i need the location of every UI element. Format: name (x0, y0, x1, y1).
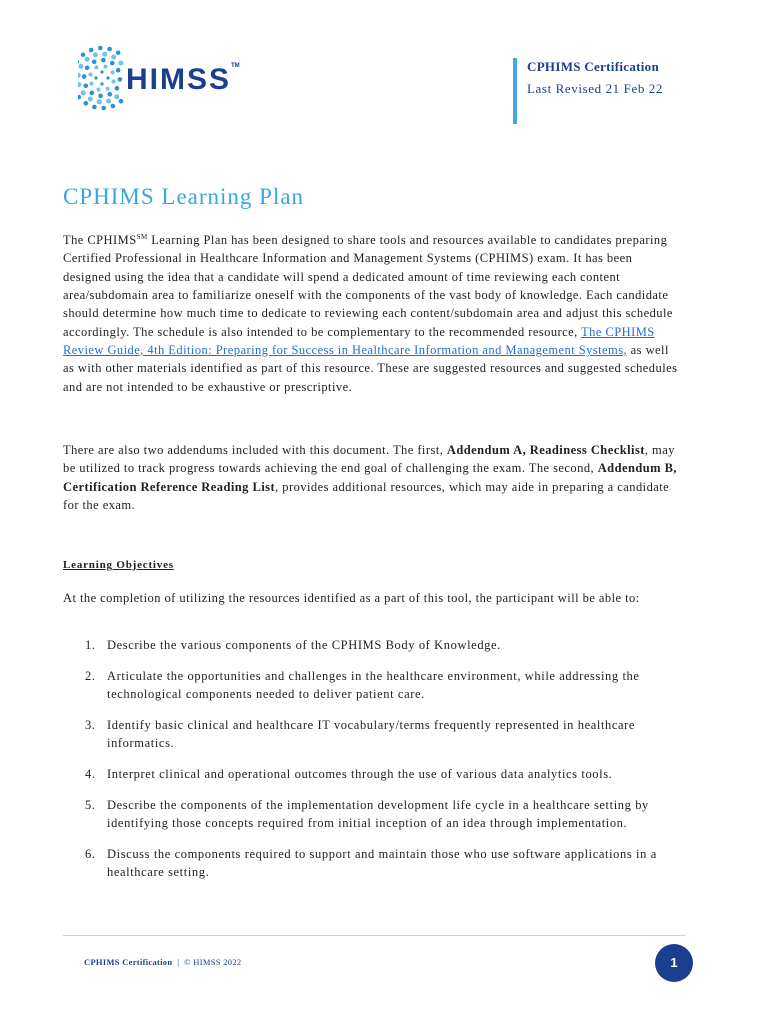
logo-dot (78, 82, 81, 87)
logo-dot (89, 82, 93, 86)
page-number-badge: 1 (655, 944, 693, 982)
logo-dot (89, 73, 93, 77)
logo-dot (104, 65, 108, 69)
review-guide-link[interactable]: The CPHIMS Review Guide, 4th Edition: Preparing for Success in Healthcare Information and Management Systems, (63, 324, 655, 357)
logo-dot (92, 105, 97, 110)
logo-dot (97, 99, 102, 104)
intro-paragraph: The CPHIMS℠ Learning Plan has been designed to share tools and resources available to candidates preparing Certified Professional in Healthcare Information and Management Systems (CPHIMS) exam. It has been designed using the idea that a candidate will spend a dedicated amount of time reviewing each content area/subdomain area to familiarize oneself with the components of the vast body of knowledge. Each candidate should determine how much time to dedicate to reviewing each content/subdomain area and adjust this schedule accordingly. The schedule is also intended to be complementary to the recommended resource, The CPHIMS Review Guide, 4th Edition: Preparing for Success in Healthcare Information and Management Systems, as well as with other materials identified as part of this resource. These are suggested resources and suggested schedules and are not intended to be exhaustive or prescriptive. (63, 233, 678, 394)
logo-dot (101, 106, 106, 111)
logo-dot (85, 66, 90, 71)
logo-dot (106, 76, 109, 79)
page-title: CPHIMS Learning Plan (63, 184, 305, 209)
objectives-list (85, 636, 685, 894)
logo-dot (107, 47, 112, 52)
learning-objectives-heading: Learning Objectives (63, 559, 174, 571)
logo-dot (114, 94, 119, 99)
logo-dot (98, 94, 103, 99)
logo-dot (84, 84, 89, 89)
document-header-meta (513, 58, 663, 124)
logo-dot (81, 90, 86, 95)
logo-dot (115, 86, 120, 91)
logo-dot (110, 61, 115, 66)
logo-dot (98, 46, 103, 51)
logo-dot (112, 80, 116, 84)
logo-dot (92, 60, 97, 65)
logo-dot (108, 92, 113, 97)
logo-dot (111, 55, 116, 60)
logo-dot (85, 57, 90, 62)
logo-dot (82, 74, 87, 79)
list-item: 2. Articulate the opportunities and challenges in the healthcare environment, while addressing the technological components needed to deliver patient care. (85, 669, 640, 701)
logo-dot (84, 101, 89, 106)
objectives-intro: At the completion of utilizing the resources identified as a part of this tool, the participant will be able to: (63, 591, 640, 605)
header-revised-date: Last Revised 21 Feb 22 (527, 81, 663, 96)
logo-dot (111, 104, 116, 109)
logo-dot (100, 82, 103, 85)
footer-divider (63, 935, 686, 936)
footer-text: CPHIMS Certification | © HIMSS 2022 (84, 957, 242, 967)
logo-dot (94, 65, 98, 69)
logo-dot (79, 64, 84, 69)
logo-dot (118, 77, 123, 82)
logo-dot (116, 51, 121, 56)
list-item: 5. Describe the components of the implementation development life cycle in a healthcare setting by identifying those concepts required from initial inception of an idea through implementation. (85, 798, 649, 830)
logo-dot (101, 58, 106, 63)
logo-dot (78, 95, 81, 100)
logo-dot (118, 61, 123, 66)
logo-dot (89, 48, 94, 53)
logo-dot (100, 70, 103, 73)
himss-logo-text: HIMSS™ (126, 63, 240, 96)
header-certification: CPHIMS Certification (527, 59, 660, 74)
logo-dot (78, 73, 81, 78)
logo-dot (81, 53, 86, 58)
list-item: 6. Discuss the components required to support and maintain those who use software applications in a healthcare setting. (85, 847, 657, 879)
logo-dot (106, 87, 110, 91)
logo-dot (97, 88, 101, 92)
logo-dot (106, 99, 111, 104)
addendums-paragraph: There are also two addendums included with this document. The first, Addendum A, Readiness Checklist, may be utilized to track progress towards achieving the end goal of challenging the exam. The second, Addendum B, Certification Reference Reading List, provides additional resources, which may aide in preparing a candidate for the exam. (63, 443, 677, 512)
logo-dot (102, 52, 107, 57)
logo-dot (119, 99, 124, 104)
logo-dot (78, 60, 79, 65)
logo-dot (111, 70, 115, 74)
logo-dot (88, 97, 93, 102)
list-item: 4. Interpret clinical and operational outcomes through the use of various data analytics tools. (85, 767, 613, 781)
logo-dot (116, 68, 121, 73)
logo-dot (93, 52, 98, 57)
list-item: 3. Identify basic clinical and healthcare IT vocabulary/terms frequently represented in healthcare informatics. (85, 718, 636, 750)
list-item: 1. Describe the various components of the CPHIMS Body of Knowledge. (85, 638, 501, 652)
logo-dot (94, 76, 97, 79)
logo-dot (90, 91, 95, 96)
